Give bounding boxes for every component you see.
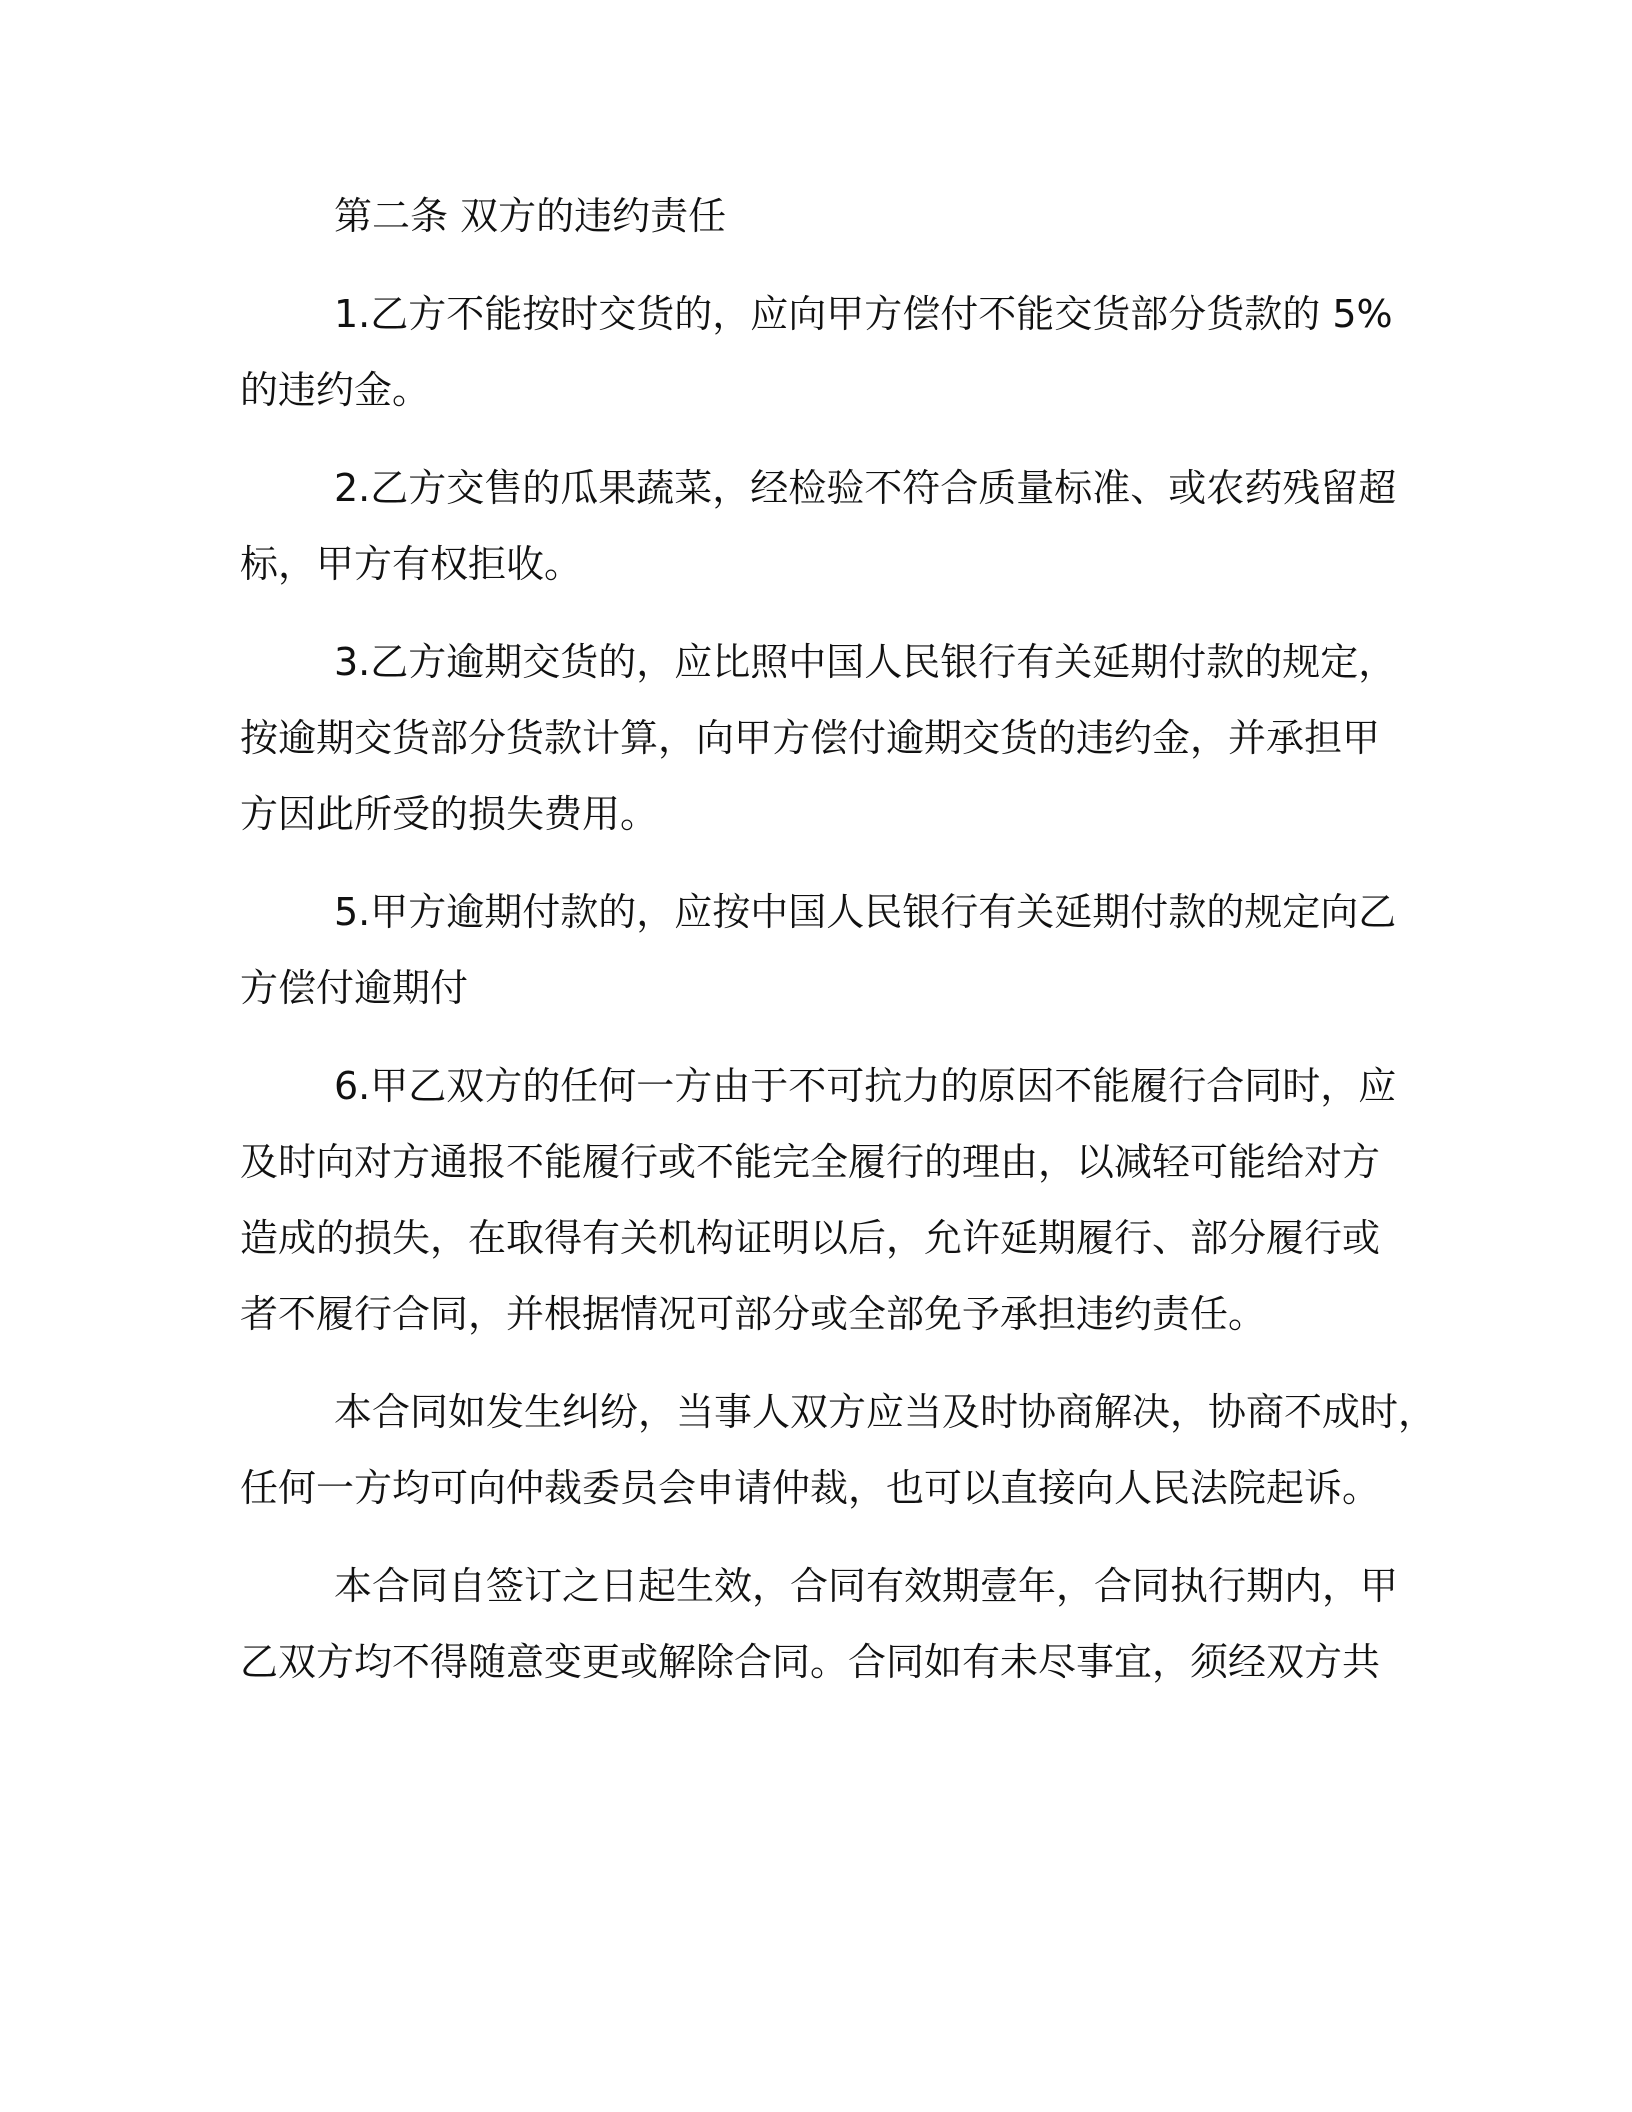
clause-2	[240, 450, 1400, 602]
clause-6	[240, 1048, 1400, 1352]
document-body	[240, 178, 1437, 1722]
paragraph-line: 5.甲方逾期付款的，应按中国人民银行有关延期付款的规定向乙	[334, 890, 1397, 934]
paragraph-line: 本合同如发生纠纷，当事人双方应当及时协商解决，协商不成时，	[334, 1390, 1437, 1434]
paragraph-line: 6.甲乙双方的任何一方由于不可抗力的原因不能履行合同时，应	[334, 1064, 1397, 1108]
paragraph-line: 2.乙方交售的瓜果蔬菜，经检验不符合质量标准、或农药残留超	[334, 466, 1397, 510]
paragraph-line: 乙双方均不得随意变更或解除合同。合同如有未尽事宜，须经双方共	[240, 1640, 1381, 1684]
paragraph-line: 本合同自签订之日起生效，合同有效期壹年，合同执行期内，甲	[334, 1564, 1399, 1608]
paragraph-line: 按逾期交货部分货款计算，向甲方偿付逾期交货的违约金，并承担甲	[240, 716, 1381, 760]
clause-5	[240, 874, 1400, 1026]
paragraph-line: 者不履行合同，并根据情况可部分或全部免予承担违约责任。	[240, 1292, 1267, 1336]
paragraph-line: 造成的损失，在取得有关机构证明以后，允许延期履行、部分履行或	[240, 1216, 1381, 1260]
paragraph-line: 的违约金。	[240, 368, 431, 412]
clause-1	[240, 276, 1400, 428]
clause-3	[240, 624, 1400, 852]
dispute-paragraph	[240, 1374, 1437, 1526]
paragraph-line: 标，甲方有权拒收。	[240, 542, 583, 586]
paragraph-line: 及时向对方通报不能履行或不能完全履行的理由，以减轻可能给对方	[240, 1140, 1381, 1184]
paragraph-line: 3.乙方逾期交货的，应比照中国人民银行有关延期付款的规定，	[334, 640, 1397, 684]
section-heading: 第二条 双方的违约责任	[334, 194, 727, 238]
paragraph-line: 方偿付逾期付	[240, 966, 469, 1010]
paragraph-line: 方因此所受的损失费用。	[240, 792, 659, 836]
paragraph-line: 任何一方均可向仲裁委员会申请仲裁，也可以直接向人民法院起诉。	[240, 1466, 1381, 1510]
effective-paragraph	[240, 1548, 1400, 1700]
paragraph-line: 1.乙方不能按时交货的，应向甲方偿付不能交货部分货款的 5%	[334, 292, 1393, 336]
